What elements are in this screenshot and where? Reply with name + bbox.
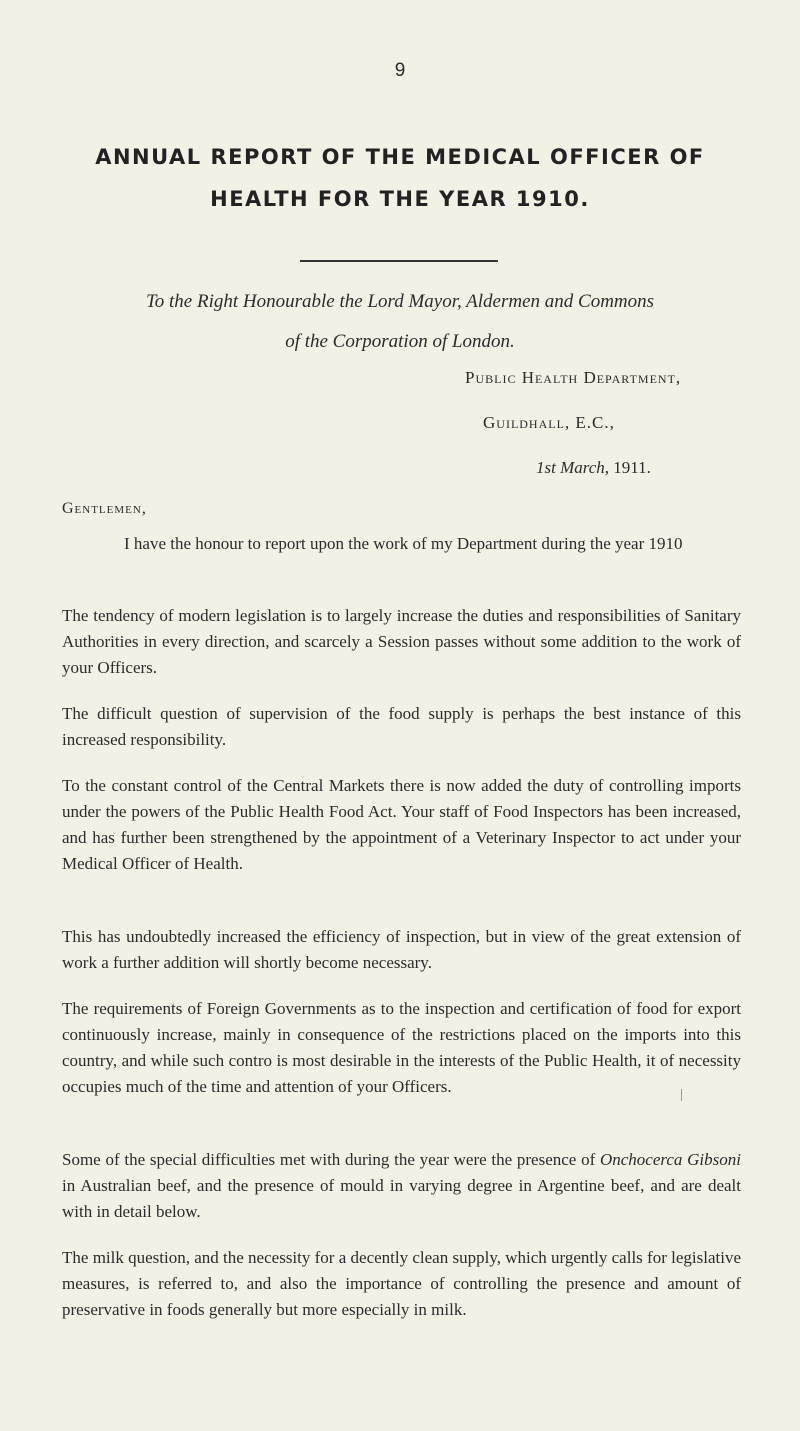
letter-date-year: , 1911. (604, 458, 651, 477)
department-name: Public Health Department, (465, 368, 682, 387)
paragraph-7 (62, 1147, 741, 1225)
page-number: 9 (394, 60, 406, 81)
department-location: Guildhall, E.C., (483, 413, 615, 432)
paragraph-1: I have the honour to report upon the work of my Department during the year 1910 (124, 534, 683, 553)
paragraph-2: The tendency of modern legislation is to largely increase the duties and responsibilities of Sanitary Authorities in every direction, and scarcely a Session passes without some addition to the work of your Officers. (62, 606, 741, 677)
paragraph-6: The requirements of Foreign Governments as to the inspection and certification of food for export continuously increase, mainly in consequence of the restrictions placed on the imports into this country, and while such contro is most desirable in the interests of the Public Health, it of necessity occupies much of the time and attention of your Officers. (62, 999, 741, 1096)
letter-date-day: 1st March (536, 458, 605, 477)
address-line-2: of the Corporation of London. (285, 331, 515, 352)
paragraph-5: This has undoubtedly increased the efficiency of inspection, but in view of the great extension of work a further addition will shortly become necessary. (62, 927, 741, 972)
letter-date (536, 458, 651, 478)
title-divider (300, 260, 498, 262)
species-name: Onchocerca Gibsoni (599, 1150, 741, 1169)
report-title (40, 136, 760, 220)
paragraph-4: To the constant control of the Central Markets there is now added the duty of controlling imports under the powers of the Public Health Food Act. Your staff of Food Inspectors has been increased, and has further been strengthened by the appointment of a Veterinary Inspector to act under your Medical Officer of Health. (62, 776, 741, 873)
report-title-line-2: HEALTH FOR THE YEAR 1910. (210, 187, 590, 211)
salutation: Gentlemen, (62, 500, 147, 517)
address-line-1: To the Right Honourable the Lord Mayor, Aldermen and Commons (145, 291, 655, 312)
report-title-line-1: ANNUAL REPORT OF THE MEDICAL OFFICER OF (95, 145, 705, 169)
paragraph-7-end: in Australian beef, and the presence of mould in varying degree in Argentine beef, and are dealt with in detail below. (62, 1176, 741, 1221)
margin-mark (681, 1089, 682, 1101)
paragraph-8: The milk question, and the necessity for a decently clean supply, which urgently calls for legislative measures, is referred to, and also the importance of controlling the presence and amount of preservative in foods generally but more especially in milk. (62, 1248, 741, 1319)
address-heading (55, 282, 745, 362)
paragraph-7-start: Some of the special difficulties met with during the year were the presence of (62, 1150, 600, 1169)
paragraph-3: The difficult question of supervision of the food supply is perhaps the best instance of this increased responsibility. (62, 704, 741, 749)
